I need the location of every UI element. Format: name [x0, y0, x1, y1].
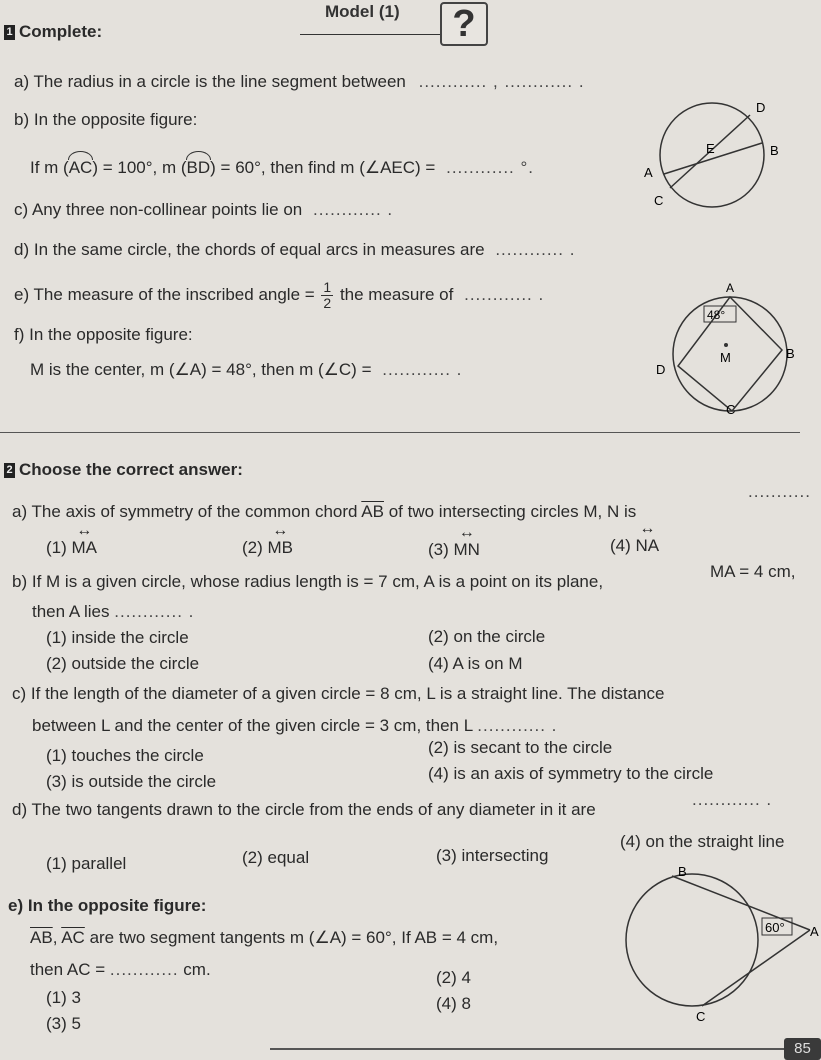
q2b-ma: MA = 4 cm,: [710, 562, 796, 581]
figure-2-inscribed-quadrilateral: [648, 278, 808, 426]
q2e-intro: e) In the opposite figure:: [8, 896, 207, 915]
q2b-line2: then A lies ............ .: [32, 602, 195, 621]
q2e-question: $\overline{AB}$, $\overline{AC}$ are two segment tangents m (∠A) = 60°, If AB = 4 cm,: [30, 928, 499, 947]
q2a-option-4: (4) ↔ NA: [610, 536, 659, 556]
q2b-option-1: (1) inside the circle: [46, 628, 189, 647]
question-mark-badge: ?: [440, 2, 488, 46]
q2c-option-2: (2) is secant to the circle: [428, 738, 613, 757]
fig2-label-b: B: [786, 346, 795, 361]
q1b-intro: b) In the opposite figure:: [14, 110, 198, 129]
q2b: b) If M is a given circle, whose radius length is = 7 cm, A is a point on its plane,: [12, 572, 604, 591]
q2b-option-4: (4) A is on M: [428, 654, 523, 673]
fig2-label-c: C: [726, 402, 736, 417]
q1f-intro: f) In the opposite figure:: [14, 325, 193, 344]
page-number: 85: [784, 1038, 821, 1060]
fig1-label-c: C: [654, 193, 664, 208]
fig2-center-dot: [724, 343, 728, 347]
q2b-option-3: (2) outside the circle: [46, 654, 200, 673]
fig3-label-a: A: [810, 924, 819, 939]
q1f-question: M is the center, m (∠A) = 48°, then m (∠C) = ............ .: [30, 360, 463, 379]
fig3-label-b: B: [678, 864, 687, 879]
q2a: a) The axis of symmetry of the common chord $\overline{AB}$ of two intersecting circles M, N is: [12, 502, 637, 521]
q1d: d) In the same circle, the chords of equal arcs in measures are ............ .: [14, 240, 576, 259]
fig3-angle-label: 60°: [765, 920, 785, 935]
q2e-option-4: (4) 8: [436, 994, 471, 1013]
q1c: c) Any three non-collinear points lie on ............ .: [14, 200, 394, 219]
q2-title: 2 Choose the correct answer:: [4, 460, 243, 480]
fig3-label-c: C: [696, 1009, 706, 1022]
footer-rule: [270, 1048, 790, 1050]
q2c-option-4: (4) is an axis of symmetry to the circle: [428, 764, 714, 783]
q2a-option-2: (2) ↔ MB: [242, 538, 293, 558]
q2e-option-1: (1) 3: [46, 988, 81, 1007]
model-label: Model (1): [325, 2, 400, 21]
q1-title: 1 Complete:: [4, 22, 102, 42]
q2d-option-3: (3) intersecting: [436, 846, 549, 865]
q2d-option-1: (1) parallel: [46, 854, 127, 873]
fig2-angle-label: 48°: [707, 308, 726, 322]
q2e-option-3: (3) 5: [46, 1014, 81, 1033]
header-rule: [300, 34, 440, 35]
q2d: d) The two tangents drawn to the circle from the ends of any diameter in it are: [12, 800, 596, 819]
q2d-option-4: (4) on the straight line: [620, 832, 785, 851]
fig2-label-d: D: [656, 362, 666, 377]
q2e-option-2: (2) 4: [436, 968, 471, 987]
q2d-blank: ............ .: [692, 790, 773, 809]
figure-3-tangents: [610, 862, 821, 1022]
section-divider: [0, 432, 800, 433]
figure-1-circle-chords: [632, 95, 792, 220]
q2b-option-2: (2) on the circle: [428, 627, 546, 646]
q2a-option-3: (3) ↔ MN: [428, 540, 480, 560]
q1b-question: If m (AC) = 100°, m (BD) = 60°, then find m (∠AEC) = ............ °.: [30, 158, 535, 177]
q2a-blank: ...........: [748, 482, 811, 501]
q2d-option-2: (2) equal: [242, 848, 310, 867]
q2c-option-1: (1) touches the circle: [46, 746, 204, 765]
q2c: c) If the length of the diameter of a given circle = 8 cm, L is a straight line. The distance: [12, 684, 665, 703]
fig1-label-e: E: [706, 141, 715, 156]
q2c-option-3: (3) is outside the circle: [46, 772, 217, 791]
fig1-label-b: B: [770, 143, 779, 158]
fig1-label-d: D: [756, 100, 766, 115]
fig2-label-m: M: [720, 350, 731, 365]
fig2-label-a: A: [726, 281, 735, 295]
fig1-label-a: A: [644, 165, 653, 180]
q1a: a) The radius in a circle is the line segment between ............ , ............ .: [14, 72, 585, 91]
q1e: e) The measure of the inscribed angle = $\frac{1}{2}$ the measure of ............ .: [14, 279, 545, 311]
q2a-option-1: (1) ↔ MA: [46, 538, 97, 558]
q2c-line2: between L and the center of the given circle = 3 cm, then L ............ .: [32, 716, 558, 735]
q2e-line3: then AC = ............ cm.: [30, 960, 211, 979]
